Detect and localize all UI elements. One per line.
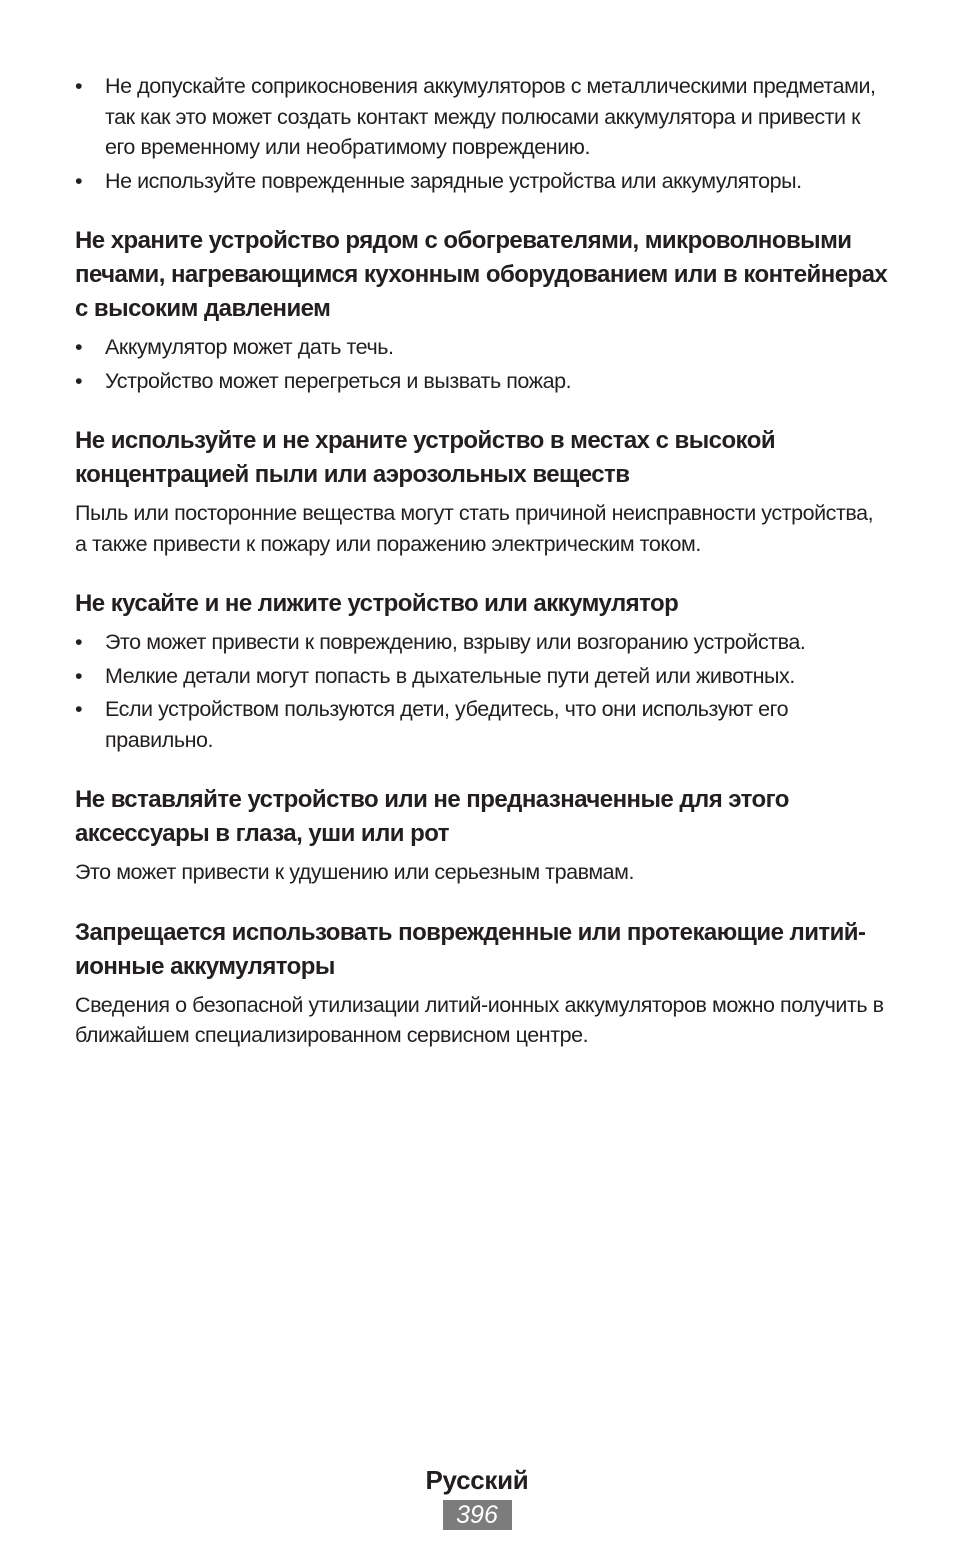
intro-bullet-list [75,71,890,196]
list-item [75,166,890,197]
bullet-icon: • [75,335,83,359]
section-bullets-bite [75,627,890,755]
list-item [75,661,890,692]
section-heading-bite: Не кусайте и не лижите устройство или аккумулятор [75,590,679,617]
list-item-text: Аккумулятор может дать течь. [105,335,394,359]
list-item [75,332,890,363]
section-heading-heaters: Не храните устройство рядом с обогревателями, микроволновыми печами, нагревающимся кухонным оборудованием или в контейнерах с высоким давлением [75,227,888,322]
bullet-icon: • [75,663,83,688]
list-item-text: Мелкие детали могут попасть в дыхательные пути детей или животных. [105,663,795,688]
section-heading-dust: Не используйте и не храните устройство в местах с высокой концентрацией пыли или аэрозольных веществ [75,427,776,488]
list-item [75,627,890,658]
list-item-text: Не допускайте соприкосновения аккумуляторов с металлическими предметами, так как это может создать контакт между полюсами аккумулятора и привести к его временному или необратимому повреждению. [105,74,876,159]
list-item [75,366,890,397]
list-item-text: Если устройством пользуются дети, убедитесь, что они используют его правильно. [105,697,789,752]
list-item-text: Не используйте поврежденные зарядные устройства или аккумуляторы. [105,168,802,193]
bullet-icon: • [75,368,83,393]
bullet-icon: • [75,168,83,193]
footer-language: Русский [425,1465,529,1495]
section-text-lithium: Сведения о безопасной утилизации литий-ионных аккумуляторов можно получить в ближайшем специализированном сервисном центре. [75,992,884,1047]
page-number-badge: 396 [443,1500,512,1530]
list-item [75,694,890,755]
section-text-insert: Это может привести к удушению или серьезным травмам. [75,860,635,884]
section-text-dust: Пыль или посторонние вещества могут стать причиной неисправности устройства, а также привести к пожару или поражению электрическим током. [75,501,874,556]
bullet-icon: • [75,630,83,654]
section-heading-lithium: Запрещается использовать поврежденные или протекающие литий-ионные аккумуляторы [75,918,866,980]
section-heading-insert: Не вставляйте устройство или не предназначенные для этого аксессуары в глаза, уши или рот [75,786,789,847]
section-bullets-heaters [75,332,890,396]
bullet-icon: • [75,697,83,721]
list-item [75,71,890,163]
list-item-text: Это может привести к повреждению, взрыву или возгоранию устройства. [105,630,806,654]
bullet-icon: • [75,74,83,98]
page-footer [0,1463,954,1530]
list-item-text: Устройство может перегреться и вызвать пожар. [105,368,572,393]
page-content [75,71,890,1051]
